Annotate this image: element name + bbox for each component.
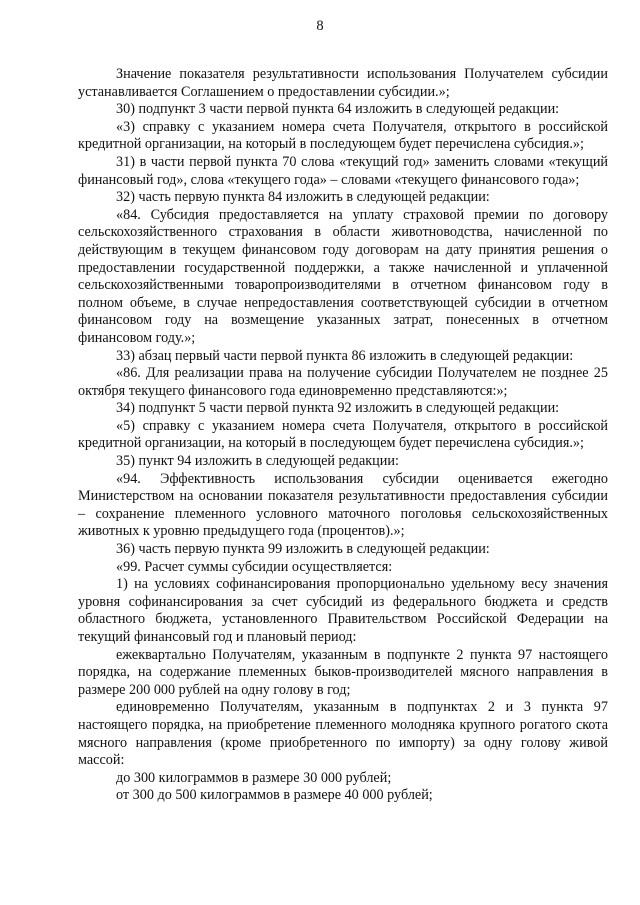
paragraph: 35) пункт 94 изложить в следующей редакции:: [116, 453, 399, 470]
paragraph: 32) часть первую пункта 84 изложить в следующей редакции:: [116, 189, 490, 206]
paragraph: 33) абзац первый части первой пункта 86 изложить в следующей редакции:: [116, 347, 574, 364]
document-body: [78, 66, 608, 805]
paragraph: от 300 до 500 килограммов в размере 40 000 рублей;: [116, 787, 433, 804]
paragraph: «94. Эффективность использования субсидии оценивается ежегодно Министерством на основании показателя результативности предоставления субсидии – сохранение племенного условного маточного поголовья сельскохозяйственных животных к уровню предыдущего года (процентов).»;: [78, 470, 608, 540]
paragraph: до 300 килограммов в размере 30 000 рублей;: [116, 769, 392, 786]
page-number: 8: [316, 18, 324, 34]
paragraph: Значение показателя результативности использования Получателем субсидии устанавливается Соглашением о предоставлении субсидии.»;: [78, 66, 608, 100]
paragraph: 1) на условиях софинансирования пропорционально удельному весу значения уровня софинансирования за счет субсидий из федерального бюджета и средств областного бюджета, установленного Правительством Российской Федерации на текущий финансовый год и плановый период:: [78, 576, 608, 645]
paragraph: 34) подпункт 5 части первой пункта 92 изложить в следующей редакции:: [116, 400, 560, 417]
paragraph: единовременно Получателям, указанным в подпунктах 2 и 3 пункта 97 настоящего порядка, на приобретение племенного молодняка крупного рогатого скота мясного направления (кроме приобретенного по импорту) за одну голову живой массой:: [78, 699, 608, 769]
paragraph: «84. Субсидия предоставляется на уплату страховой премии по договору сельскохозяйственного страхования в области животноводства, начисленной по действующим в текущем финансовом году договорам на дату принятия решения о предоставлении государственной поддержки, а также начисленной и уплаченной сельскохозяйственными товаропроизводителями в отчетном финансовом году в полном объеме, в случае непредоставления соответствующей субсидии в отчетном финансовом году на возмещение указанных затрат, понесенных в отчетном финансовом году.»;: [78, 206, 608, 346]
paragraph: «99. Расчет суммы субсидии осуществляется:: [116, 558, 393, 575]
paragraph: «5) справку с указанием номера счета Получателя, открытого в российской кредитной организации, на который в последующем будет перечислена субсидия.»;: [78, 417, 608, 452]
paragraph: «86. Для реализации права на получение субсидии Получателем не позднее 25 октября текущего финансового года единовременно представляются:»;: [78, 365, 608, 399]
paragraph: 36) часть первую пункта 99 изложить в следующей редакции:: [116, 541, 490, 558]
paragraph: 30) подпункт 3 части первой пункта 64 изложить в следующей редакции:: [116, 101, 560, 118]
paragraph: «3) справку с указанием номера счета Получателя, открытого в российской кредитной организации, на который в последующем будет перечислена субсидия.»;: [78, 118, 608, 153]
paragraph: 31) в части первой пункта 70 слова «текущий год» заменить словами «текущий финансовый год», слова «текущего года» – словами «текущего финансового года»;: [78, 153, 608, 188]
paragraph: ежеквартально Получателям, указанным в подпункте 2 пункта 97 настоящего порядка, на содержание племенных быков-производителей мясного направления в размере 200 000 рублей на одну голову в год;: [78, 646, 608, 698]
